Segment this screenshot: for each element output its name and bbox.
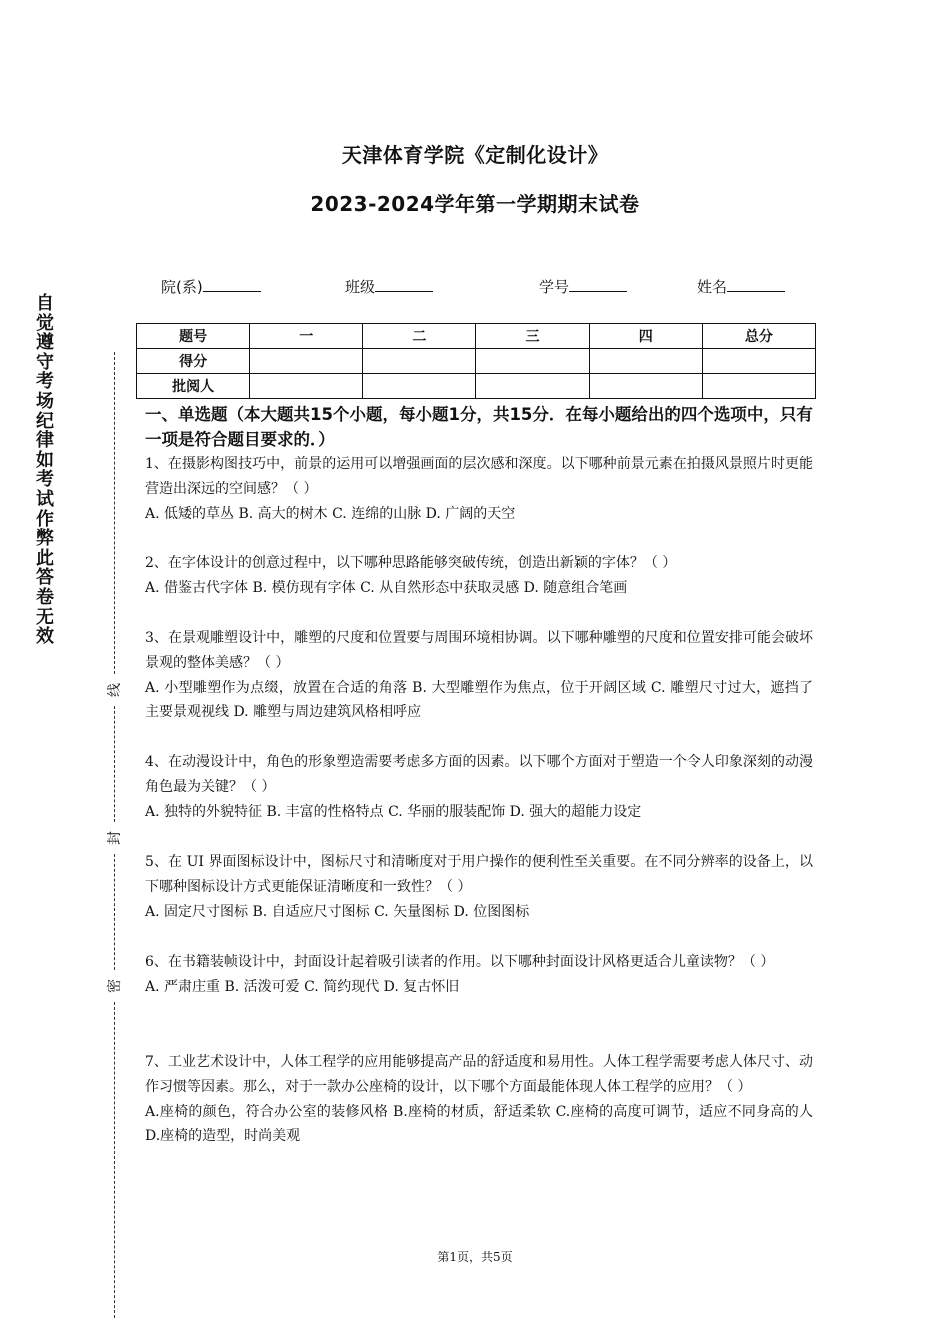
side-notice-char: 考 [36,371,54,393]
score-header-cell: 一 [250,324,363,349]
side-notice-char: 考 [36,469,54,491]
binding-line [114,706,115,822]
side-notice-char: 纪 [36,410,54,432]
binding-line [114,352,115,674]
question-options: A. 严肃庄重 B. 活泼可爱 C. 简约现代 D. 复古怀旧 [145,978,460,995]
section-heading: 一、单选题（本大题共15个小题，每小题1分，共15分．在每小题给出的四个选项中，只有一项是符合题目要求的．） [145,405,813,449]
score-header-cell: 总分 [702,324,815,349]
side-notice [34,294,56,647]
grader-cell[interactable] [363,374,476,399]
score-cell[interactable] [363,349,476,374]
question-options: A. 小型雕塑作为点缀，放置在合适的角落 B. 大型雕塑作为焦点，位于开阔区域 C. 雕塑尺寸过大，遮挡了主要景观视线 D. 雕塑与周边建筑风格相呼应 [145,679,813,721]
page-number: 第1页，共5页 [437,1250,513,1264]
side-notice-char: 律 [36,430,54,452]
grader-cell[interactable] [702,374,815,399]
side-notice-char: 自 [36,293,54,314]
binding-mark-seal: 封 [104,829,124,847]
question-stem: 1、在摄影构图技巧中，前景的运用可以增强画面的层次感和深度。以下哪种前景元素在拍摄风景照片时更能营造出深远的空间感？（ ） [145,456,813,497]
side-notice-char: 效 [36,626,54,648]
question-6 [145,950,813,1000]
binding-line [114,854,115,970]
score-header-cell: 三 [476,324,589,349]
class-field[interactable] [345,276,433,297]
binding-mark-line: 线 [104,681,124,699]
side-notice-char: 此 [36,547,54,569]
question-1 [145,452,813,526]
exam-title: 天津体育学院《定制化设计》 [341,143,609,167]
question-options: A. 固定尺寸图标 B. 自适应尺寸图标 C. 矢量图标 D. 位图图标 [145,903,530,920]
score-cell[interactable] [589,349,702,374]
question-options: A. 独特的外貌特征 B. 丰富的性格特点 C. 华丽的服装配饰 D. 强大的超能力设定 [145,803,642,820]
question-stem: 7、工业艺术设计中，人体工程学的应用能够提高产品的舒适度和易用性。人体工程学需要考虑人体尺寸、动作习惯等因素。那么，对于一款办公座椅的设计，以下哪个方面最能体现人体工程学的应用？（ ） [145,1054,813,1095]
grader-cell[interactable] [476,374,589,399]
question-options: A.座椅的颜色，符合办公室的装修风格 B.座椅的材质，舒适柔软 C.座椅的高度可调节，适应不同身高的人 D.座椅的造型，时尚美观 [145,1103,813,1145]
question-stem: 2、在字体设计的创意过程中，以下哪种思路能够突破传统，创造出新颖的字体？（ ） [145,555,677,571]
exam-subtitle: 2023-2024学年第一学期期末试卷 [310,192,640,216]
question-options: A. 低矮的草丛 B. 高大的树木 C. 连绵的山脉 D. 广阔的天空 [145,505,516,522]
score-header-cell: 二 [363,324,476,349]
score-table [136,323,816,399]
side-notice-char: 如 [36,449,54,471]
side-notice-char: 无 [36,606,54,628]
student-id-label: 学号 [539,278,570,296]
binding-line [114,1002,115,1318]
question-stem: 4、在动漫设计中，角色的形象塑造需要考虑多方面的因素。以下哪个方面对于塑造一个令人印象深刻的动漫角色最为关键？（ ） [145,754,813,795]
question-4 [145,750,813,824]
score-row [137,349,816,374]
side-notice-char: 卷 [36,586,54,608]
side-notice-char: 弊 [36,528,54,550]
binding-mark-secret: 密 [104,977,124,995]
side-notice-char: 试 [36,488,54,510]
score-cell[interactable] [476,349,589,374]
question-options: A. 借鉴古代字体 B. 模仿现有字体 C. 从自然形态中获取灵感 D. 随意组合笔画 [145,579,628,596]
side-notice-char: 作 [36,508,54,530]
question-3 [145,626,813,725]
dept-field[interactable] [161,276,261,297]
question-stem: 3、在景观雕塑设计中，雕塑的尺度和位置要与周围环境相协调。以下哪种雕塑的尺度和位置安排可能会破坏景观的整体美感？（ ） [145,630,813,671]
question-2 [145,551,813,601]
class-label: 班级 [345,278,376,296]
score-cell[interactable] [250,349,363,374]
question-7 [145,1050,813,1149]
score-header-cell: 题号 [137,324,250,349]
grader-row-label: 批阅人 [137,374,250,399]
side-notice-char: 觉 [36,312,54,334]
score-row-label: 得分 [137,349,250,374]
side-notice-char: 场 [36,390,54,412]
score-table-header-row [137,324,816,349]
name-field[interactable] [697,276,785,297]
side-notice-char: 答 [36,567,54,589]
dept-label: 院(系) [161,278,203,296]
side-notice-char: 守 [36,351,54,373]
grader-cell[interactable] [589,374,702,399]
score-cell[interactable] [702,349,815,374]
name-label: 姓名 [697,278,728,296]
question-5 [145,850,813,924]
question-stem: 6、在书籍装帧设计中，封面设计起着吸引读者的作用。以下哪种封面设计风格更适合儿童读物？（ ） [145,954,775,970]
score-header-cell: 四 [589,324,702,349]
grader-row [137,374,816,399]
grader-cell[interactable] [250,374,363,399]
student-id-field[interactable] [539,276,627,297]
question-stem: 5、在 UI 界面图标设计中，图标尺寸和清晰度对于用户操作的便利性至关重要。在不同分辨率的设备上，以下哪种图标设计方式更能保证清晰度和一致性？（ ） [145,854,813,895]
side-notice-char: 遵 [36,332,54,354]
